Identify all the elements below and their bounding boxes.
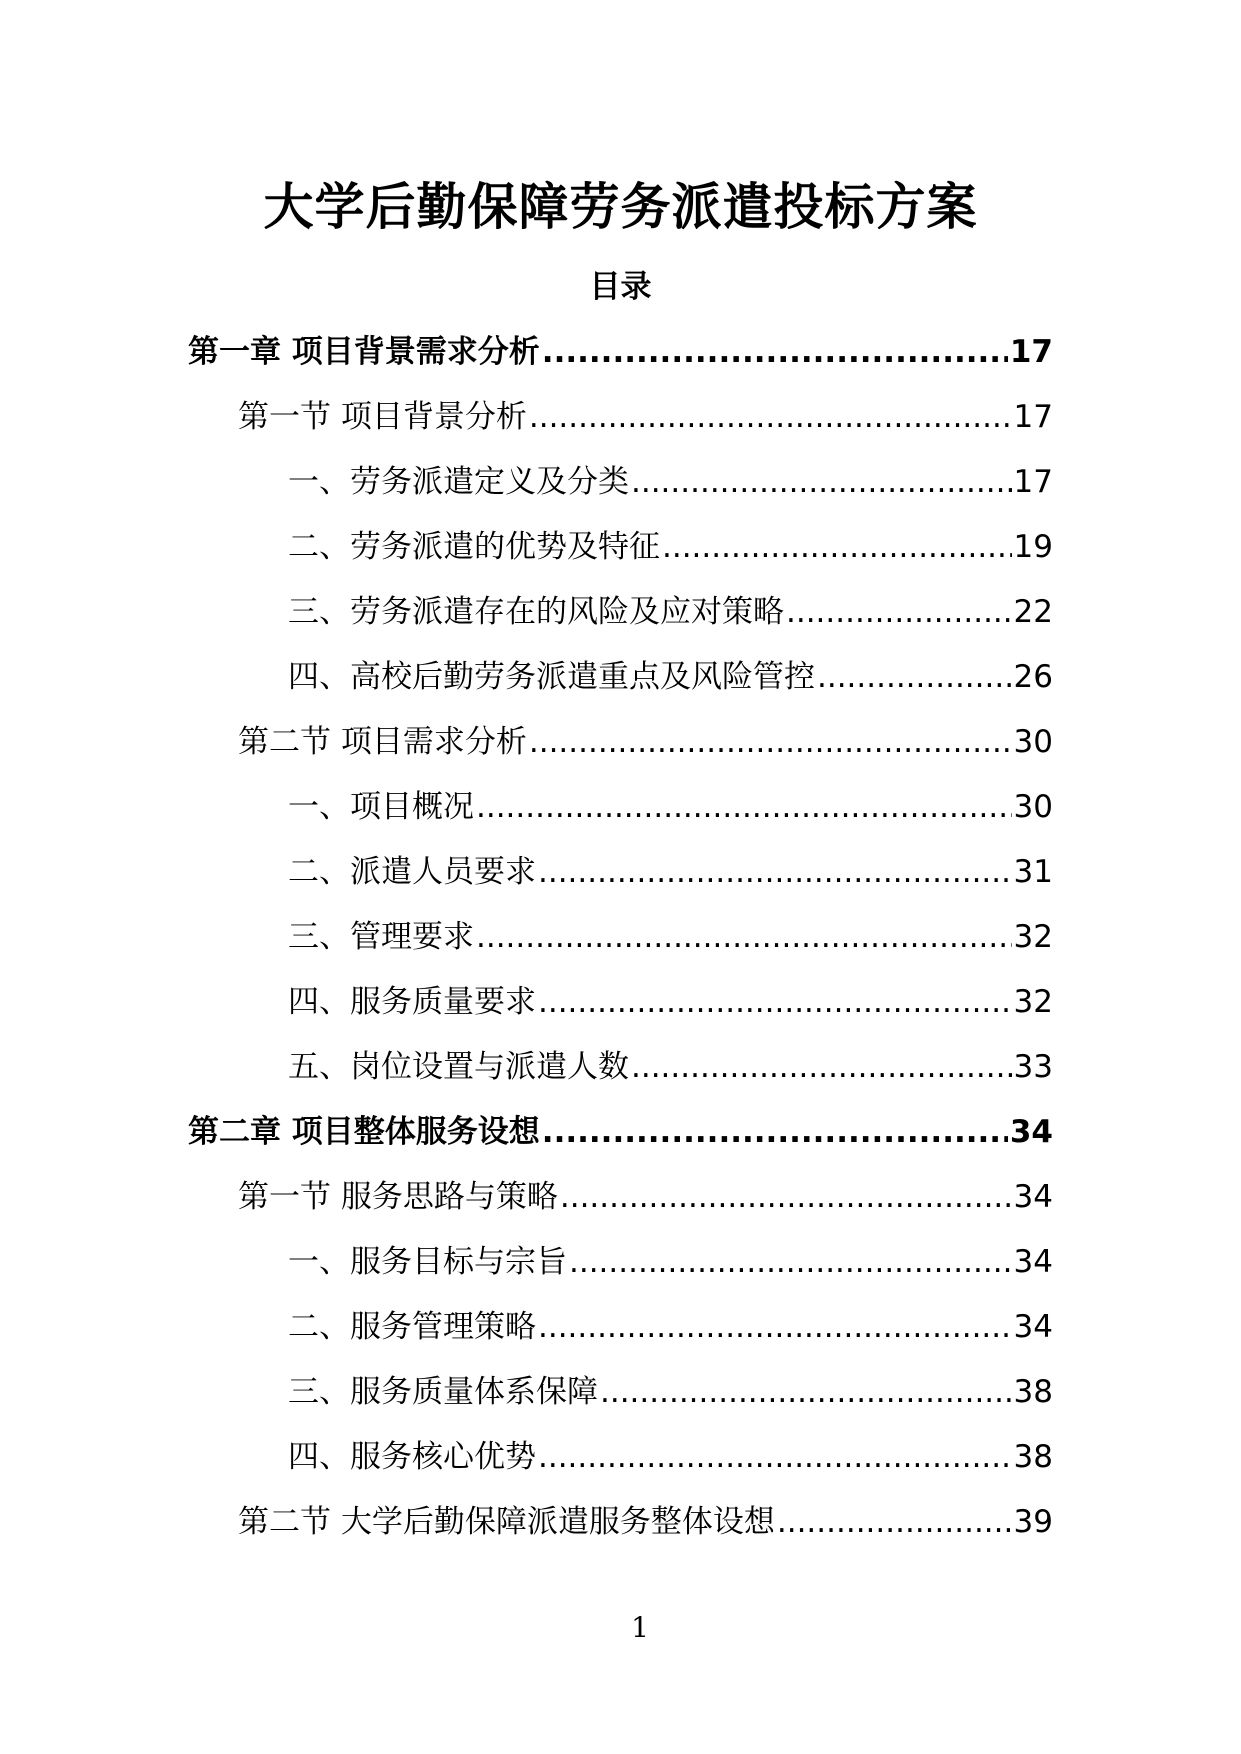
toc-entry-page: 32 [1013,919,1053,955]
toc-heading: 目录 [589,269,652,305]
toc-entry-text: 三、管理要求 [288,919,474,955]
toc-entry-page: 33 [1013,1049,1053,1085]
toc-entry-page: 32 [1013,984,1053,1020]
toc-dot-leader [662,525,1012,569]
toc-dot-leader [542,330,1008,374]
toc-dot-leader [529,720,1012,764]
toc-dot-leader [569,1240,1012,1284]
toc-entry-page: 22 [1013,594,1053,630]
toc-entry-page: 19 [1013,529,1053,565]
toc-entry-subsection[interactable] [188,850,1053,915]
toc-entry-subsection[interactable] [188,1370,1053,1435]
toc-entry-page: 34 [1009,1114,1053,1150]
toc-entry-page: 26 [1013,659,1053,695]
toc-entry-text: 二、劳务派遣的优势及特征 [288,529,660,565]
toc-entry-text: 四、高校后勤劳务派遣重点及风险管控 [288,659,815,695]
toc-entry-text: 第一章 项目背景需求分析 [188,334,540,370]
toc-entry-text: 一、项目概况 [288,789,474,825]
toc-entry-page: 34 [1013,1179,1053,1215]
toc-entry-page: 38 [1013,1374,1053,1410]
toc-dot-leader [538,980,1012,1024]
toc-entry-subsection[interactable] [188,785,1053,850]
toc-entry-text: 第一节 项目背景分析 [238,399,527,435]
toc-dot-leader [777,1500,1012,1544]
toc-entry-page: 38 [1013,1439,1053,1475]
toc-dot-leader [529,395,1012,439]
toc-entry-page: 17 [1009,334,1053,370]
toc-entry-subsection[interactable] [188,915,1053,980]
toc-entry-subsection[interactable] [188,1435,1053,1500]
toc-entry-text: 一、服务目标与宗旨 [288,1244,567,1280]
toc-entry-subsection[interactable] [188,460,1053,525]
toc-dot-leader [538,1435,1012,1479]
toc-entry-section[interactable] [188,1175,1053,1240]
toc-entry-page: 17 [1013,464,1053,500]
toc-entry-page: 31 [1013,854,1053,890]
toc-entry-page: 34 [1013,1309,1053,1345]
document-title: 大学后勤保障劳务派遣投标方案 [263,178,978,236]
toc-dot-leader [538,1305,1012,1349]
toc-dot-leader [538,850,1012,894]
toc-entry-text: 一、劳务派遣定义及分类 [288,464,629,500]
toc-entry-page: 39 [1013,1504,1053,1540]
toc-entry-text: 三、劳务派遣存在的风险及应对策略 [288,594,784,630]
toc-entry-chapter-1[interactable] [188,330,1053,395]
toc-entry-page: 34 [1013,1244,1053,1280]
toc-entry-subsection[interactable] [188,655,1053,720]
toc-dot-leader [542,1110,1008,1154]
toc-entry-text: 五、岗位设置与派遣人数 [288,1049,629,1085]
toc-entry-subsection[interactable] [188,980,1053,1045]
toc-entry-subsection[interactable] [188,1045,1053,1110]
toc-dot-leader [476,915,1012,959]
toc-entry-text: 第一节 服务思路与策略 [238,1179,558,1215]
toc-dot-leader [817,655,1012,699]
toc-entry-section[interactable] [188,395,1053,460]
page-number: 1 [631,1611,649,1644]
toc-entry-subsection[interactable] [188,525,1053,590]
toc-entry-text: 二、派遣人员要求 [288,854,536,890]
toc-dot-leader [476,785,1012,829]
toc-entry-text: 第二节 大学后勤保障派遣服务整体设想 [238,1504,775,1540]
toc-entry-page: 17 [1013,399,1053,435]
toc-entry-text: 第二章 项目整体服务设想 [188,1114,540,1150]
toc-entry-text: 四、服务核心优势 [288,1439,536,1475]
table-of-contents [188,330,1053,1565]
toc-entry-text: 第二节 项目需求分析 [238,724,527,760]
toc-entry-subsection[interactable] [188,1240,1053,1305]
toc-dot-leader [631,460,1012,504]
toc-entry-page: 30 [1013,724,1053,760]
toc-dot-leader [600,1370,1012,1414]
toc-dot-leader [786,590,1012,634]
toc-entry-subsection[interactable] [188,1305,1053,1370]
toc-entry-section[interactable] [188,720,1053,785]
toc-entry-section[interactable] [188,1500,1053,1565]
toc-entry-subsection[interactable] [188,590,1053,655]
toc-entry-text: 二、服务管理策略 [288,1309,536,1345]
toc-entry-text: 四、服务质量要求 [288,984,536,1020]
toc-entry-chapter-2[interactable] [188,1110,1053,1175]
toc-dot-leader [560,1175,1012,1219]
toc-dot-leader [631,1045,1012,1089]
toc-entry-page: 30 [1013,789,1053,825]
toc-entry-text: 三、服务质量体系保障 [288,1374,598,1410]
